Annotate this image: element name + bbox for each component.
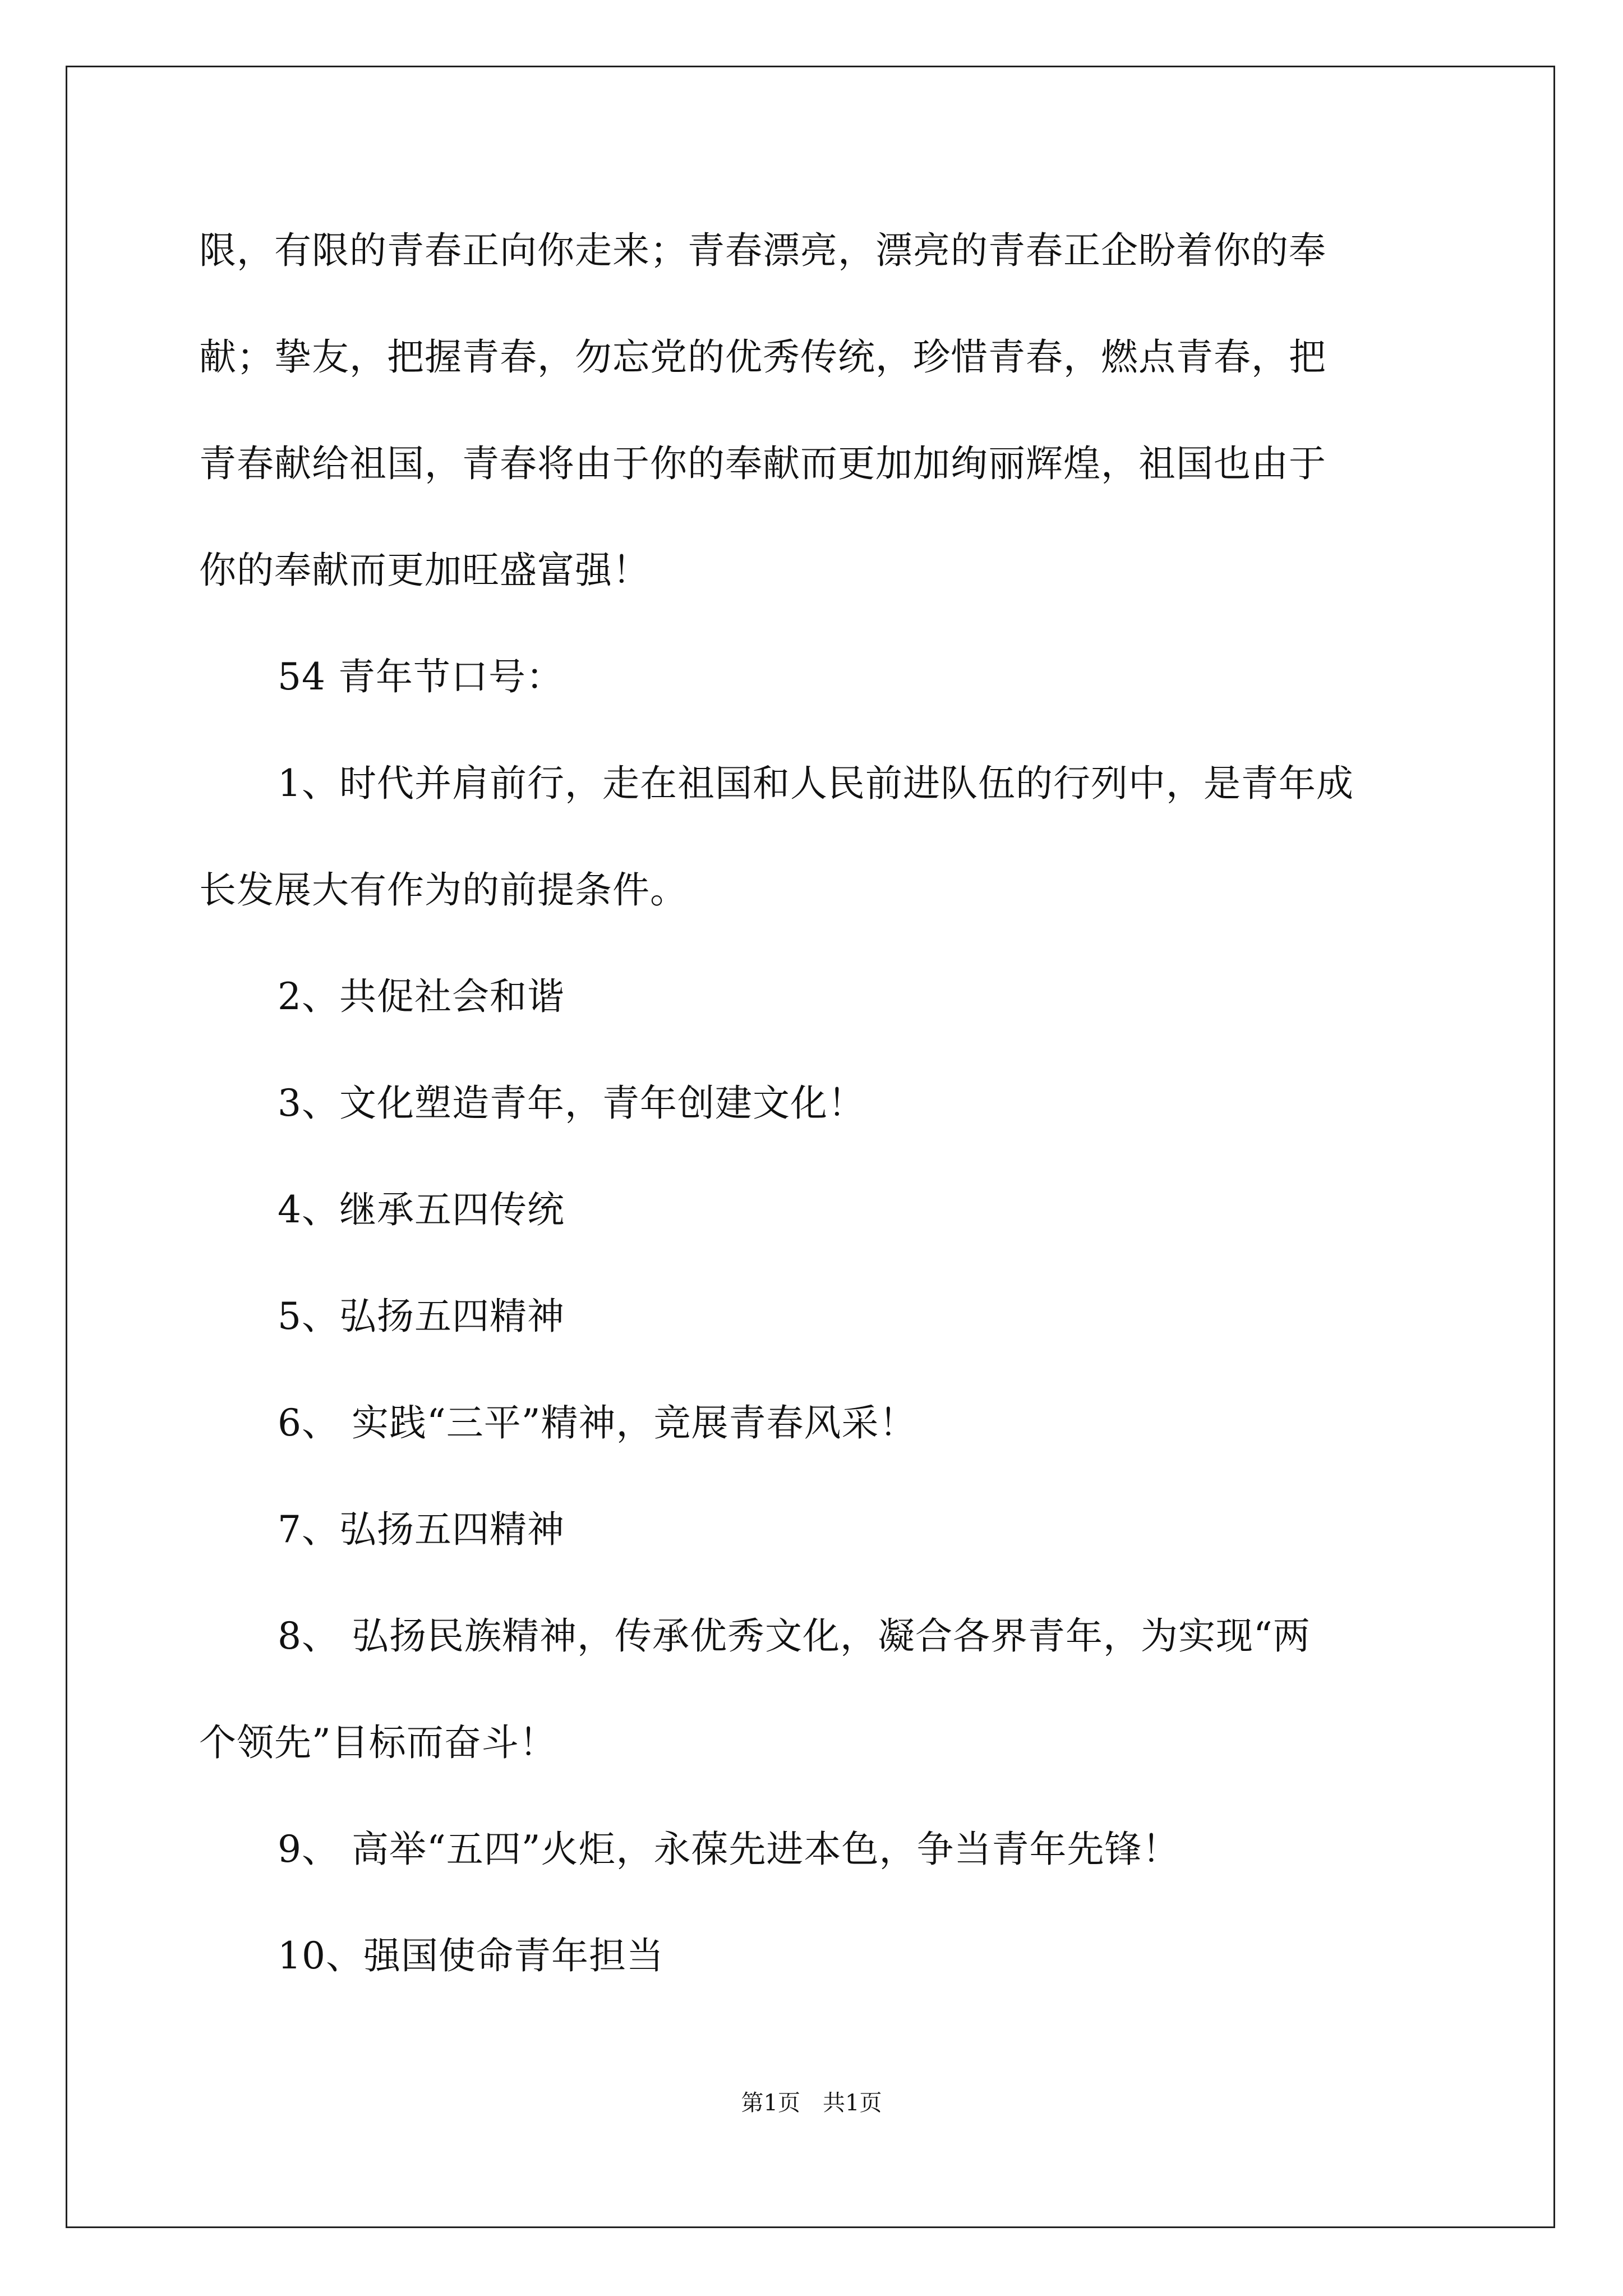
paragraph-line: 你的奉献而更加旺盛富强！ <box>199 549 650 592</box>
slogan-item-continued: 个领先”目标而奋斗！ <box>199 1721 557 1764</box>
slogan-item: 2、共促社会和谐 <box>278 975 565 1018</box>
slogan-item: 6、 实践“三平”精神，竞展青春风采！ <box>278 1401 917 1444</box>
page-number-footer: 第1页 共1页 <box>741 2090 882 2116</box>
slogan-item: 3、文化塑造青年，青年创建文化！ <box>278 1082 865 1125</box>
slogan-item: 8、 弘扬民族精神，传承优秀文化，凝合各界青年，为实现“两 <box>278 1614 1311 1658</box>
slogan-item: 7、弘扬五四精神 <box>278 1508 565 1551</box>
slogan-item-continued: 长发展大有作为的前提条件。 <box>199 868 688 912</box>
paragraph-line: 献；挚友，把握青春，勿忘党的优秀传统，珍惜青春，燃点青春，把 <box>199 335 1326 379</box>
page-border <box>66 66 1555 2228</box>
paragraph-line: 限，有限的青春正向你走来；青春漂亮，漂亮的青春正企盼着你的奉 <box>199 229 1326 272</box>
paragraph-line: 青春献给祖国，青春将由于你的奉献而更加加绚丽辉煌，祖国也由于 <box>199 442 1326 485</box>
slogan-item: 9、 高举“五四”火炬，永葆先进本色，争当青年先锋！ <box>278 1828 1180 1871</box>
slogan-item: 5、弘扬五四精神 <box>278 1295 565 1338</box>
slogan-item: 10、强国使命青年担当 <box>278 1934 664 1977</box>
slogan-item: 1、时代并肩前行，走在祖国和人民前进队伍的行列中，是青年成 <box>278 762 1354 805</box>
slogan-item: 4、继承五四传统 <box>278 1188 565 1231</box>
section-heading: 54 青年节口号： <box>278 655 564 698</box>
